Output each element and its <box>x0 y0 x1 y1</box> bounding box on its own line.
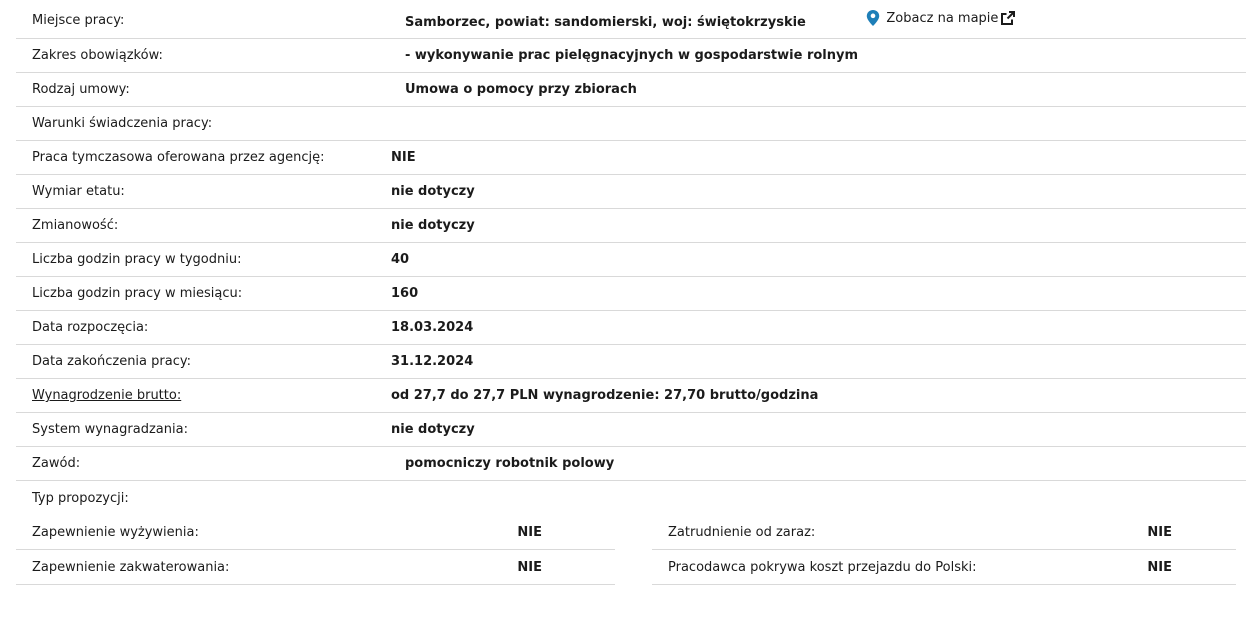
salary-value: od 27,7 do 27,7 PLN wynagrodzenie: 27,70 brutto/godzina <box>391 388 819 403</box>
meals-label: Zapewnienie wyżywienia: <box>32 524 199 540</box>
end-date-label: Data zakończenia pracy: <box>32 354 191 369</box>
row-contract-type <box>16 73 1246 107</box>
profession-value: pomocniczy robotnik polowy <box>405 456 615 471</box>
start-date-label: Data rozpoczęcia: <box>32 320 149 335</box>
hours-week-value: 40 <box>391 252 410 267</box>
travel-value: NIE <box>1147 559 1172 575</box>
external-link-icon <box>1001 11 1015 25</box>
hours-month-value: 160 <box>391 286 419 301</box>
hours-month-label: Liczba godzin pracy w miesiącu: <box>32 286 243 301</box>
shifts-label: Zmianowość: <box>32 218 119 233</box>
work-time-value: nie dotyczy <box>391 184 475 199</box>
temp-agency-label: Praca tymczasowa oferowana przez agencję: <box>32 150 325 165</box>
meals-value: NIE <box>517 524 542 540</box>
row-work-time <box>16 175 1246 209</box>
accommodation-value: NIE <box>517 559 542 575</box>
row-pay-system <box>16 413 1246 447</box>
map-pin-icon <box>866 10 880 26</box>
immediate-value: NIE <box>1147 524 1172 540</box>
proposal-left-column <box>16 515 615 585</box>
salary-label-text[interactable]: Wynagrodzenie brutto: <box>32 388 182 403</box>
workplace-text: Samborzec, powiat: sandomierski, woj: świętokrzyskie <box>405 15 806 30</box>
job-details-table <box>16 0 1246 585</box>
row-hours-month <box>16 277 1246 311</box>
row-temp-agency <box>16 141 1246 175</box>
row-proposal-type <box>16 481 1246 515</box>
row-profession <box>16 447 1246 481</box>
pay-system-label: System wynagradzania: <box>32 422 188 437</box>
pay-system-value: nie dotyczy <box>391 422 475 437</box>
temp-agency-value: NIE <box>391 150 416 165</box>
travel-label: Pracodawca pokrywa koszt przejazdu do Polski: <box>668 559 977 575</box>
row-duties <box>16 39 1246 73</box>
row-workplace <box>16 2 1246 39</box>
proposal-grid <box>16 515 1246 585</box>
row-salary <box>16 379 1246 413</box>
immediate-label: Zatrudnienie od zaraz: <box>668 524 816 540</box>
proposal-type-label: Typ propozycji: <box>32 490 129 506</box>
duties-label: Zakres obowiązków: <box>32 48 163 63</box>
accommodation-label: Zapewnienie zakwaterowania: <box>32 559 230 575</box>
start-date-value: 18.03.2024 <box>391 320 474 335</box>
proposal-row-meals <box>16 515 615 550</box>
duties-value: - wykonywanie prac pielęgnacyjnych w gospodarstwie rolnym <box>405 48 859 63</box>
proposal-row-accommodation <box>16 550 615 585</box>
row-work-conditions <box>16 107 1246 141</box>
map-link-label: Zobacz na mapie <box>886 10 999 26</box>
hours-week-label: Liczba godzin pracy w tygodniu: <box>32 252 242 267</box>
row-shifts <box>16 209 1246 243</box>
work-time-label: Wymiar etatu: <box>32 184 125 199</box>
row-start-date <box>16 311 1246 345</box>
salary-label <box>16 388 389 403</box>
proposal-row-travel <box>652 550 1236 585</box>
end-date-value: 31.12.2024 <box>391 354 474 369</box>
contract-type-value: Umowa o pomocy przy zbiorach <box>405 82 637 97</box>
workplace-value <box>389 10 1015 30</box>
profession-label: Zawód: <box>32 456 81 471</box>
workplace-label: Miejsce pracy: <box>32 12 125 28</box>
shifts-value: nie dotyczy <box>391 218 475 233</box>
contract-type-label: Rodzaj umowy: <box>32 82 130 97</box>
proposal-row-immediate <box>652 515 1236 550</box>
map-link[interactable] <box>866 10 1015 26</box>
row-hours-week <box>16 243 1246 277</box>
row-end-date <box>16 345 1246 379</box>
proposal-right-column <box>652 515 1236 585</box>
work-conditions-label: Warunki świadczenia pracy: <box>32 116 213 131</box>
